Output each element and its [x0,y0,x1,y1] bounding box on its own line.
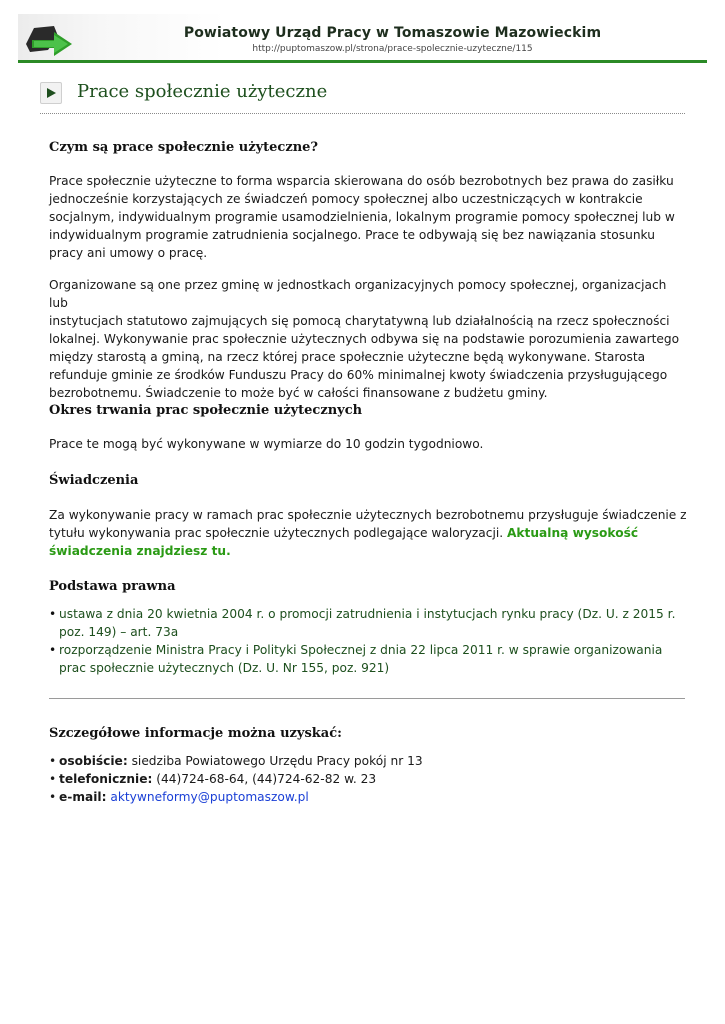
section-heading-contact: Szczegółowe informacje można uzyskać: [49,726,342,741]
site-title[interactable]: Powiatowy Urząd Pracy w Tomaszowie Mazowieckim [183,25,602,41]
contact-phone: • telefonicznie: (44)724-68-64, (44)724-62-82 w. 23 [49,772,377,786]
pup-logo-icon [24,22,76,56]
contact-email: • e-mail: aktywneformy@puptomaszow.pl [49,790,309,804]
section-heading-benefits: Świadczenia [49,473,139,488]
section-heading-what: Czym są prace społecznie użyteczne? [49,140,319,155]
legal-item-regulation[interactable]: • rozporządzenie Ministra Pracy i Polityki Społecznej z dnia 22 lipca 2011 r. w sprawie organizowania prac społecznie użytecznych (Dz. U. Nr 155, poz. 921) [49,643,663,675]
title-divider [40,113,685,114]
section-heading-legal: Podstawa prawna [49,579,176,594]
paragraph-what-2: Organizowane są one przez gminę w jednostkach organizacyjnych pomocy społecznej, organizacjach lub instytucjach statutowo zajmujących się pomocą charytatywną lub działalnością na rzecz społeczności lokalnej. Wykonywanie prac społecznie użytecznych odbywa się na podstawie porozumienia zawartego między starostą a gminą, na rzecz której prace społecznie użyteczne będą wykonywane. Starosta refunduje gminie ze środków Funduszu Pracy do 60% minimalnej kwoty świadczenia przysługującego bezrobotnemu. Świadczenie to może być w całości finansowane z budżetu gminy. [49,278,680,400]
legal-basis-list [49,605,689,677]
paragraph-what-1: Prace społecznie użyteczne to forma wsparcia skierowana do osób bezrobotnych bez prawa do zasiłku jednocześnie korzystających ze świadczeń pomocy społecznej albo uczestniczących w kontrakcie socjalnym, indywidualnym programie usamodzielnienia, lokalnym programie pomocy społecznej lub w indywidualnym programie zatrudnienia socjalnego. Prace te odbywają się bez nawiązania stosunku pracy ani umowy o pracę. [49,174,675,260]
email-link[interactable]: aktywneformy@puptomaszow.pl [110,790,309,804]
paragraph-benefits: Za wykonywanie pracy w ramach prac społecznie użytecznych bezrobotnemu przysługuje świadczenie z tytułu wykonywania prac społecznie użytecznych podlegające waloryzacji. Aktualną wysokość świadczenia znajdziesz tu. [49,508,687,558]
header-divider [18,60,707,63]
benefit-amount-link[interactable]: Aktualną wysokość świadczenia znajdziesz tu. [49,526,639,558]
legal-item-act[interactable]: • ustawa z dnia 20 kwietnia 2004 r. o promocji zatrudnienia i instytucjach rynku pracy (Dz. U. z 2015 r. poz. 149) – art. 73a [49,607,676,639]
section-divider [49,698,685,699]
play-arrow-icon [40,82,62,104]
page-title: Prace społecznie użyteczne [77,81,328,102]
site-url[interactable]: http://puptomaszow.pl/strona/prace-spolecznie-uzyteczne/115 [252,44,533,54]
contact-in-person: • osobiście: siedziba Powiatowego Urzędu Pracy pokój nr 13 [49,754,423,768]
paragraph-duration: Prace te mogą być wykonywane w wymiarze do 10 godzin tygodniowo. [49,437,484,451]
contact-list [49,752,689,806]
section-heading-duration: Okres trwania prac społecznie użytecznych [49,403,363,418]
